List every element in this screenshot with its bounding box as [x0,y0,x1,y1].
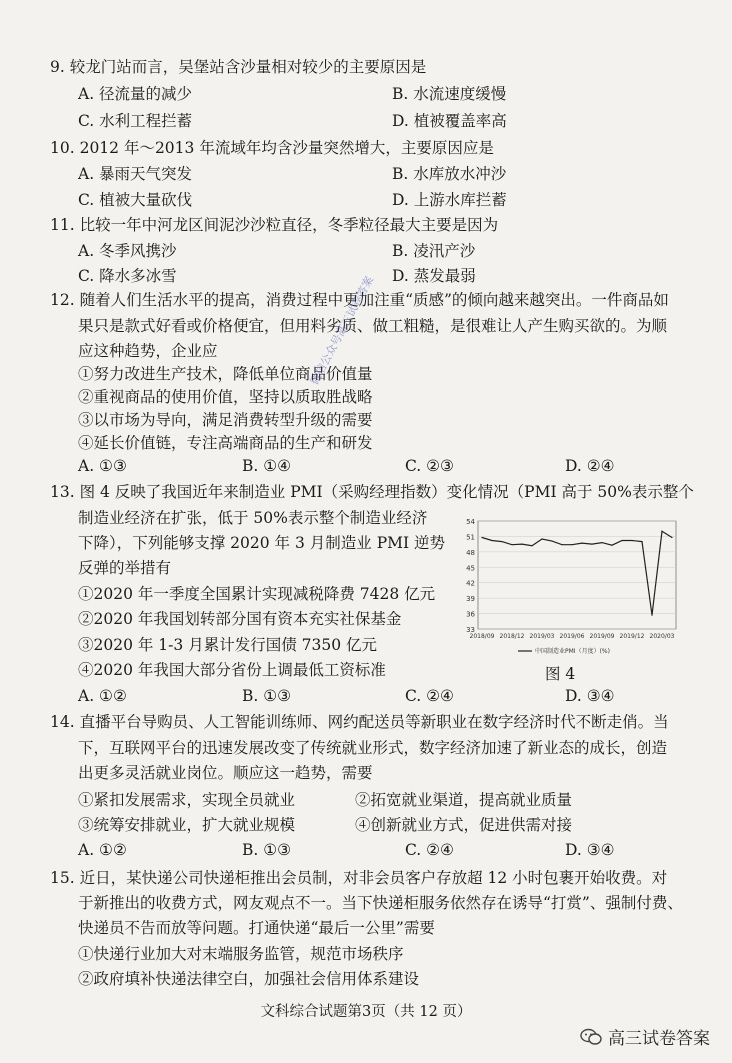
data-point [631,540,632,541]
q11-option-a: A. 冬季风携沙 [78,242,177,260]
q12-option-c: C. ②③ [405,457,454,475]
wechat-icon [580,1028,602,1046]
y-tick-label: 39 [466,595,475,604]
y-tick-label: 42 [466,579,475,588]
q10-option-b: B. 水库放水冲沙 [392,165,507,183]
q12-stem-line2: 果只是款式好看或价格便宜，但用料劣质、做工粗糙，是很难让人产生购买欲的。为顺 [78,317,668,335]
x-tick-label: 2018/09 [469,633,495,640]
q10-option-c: C. 植被大量砍伐 [78,191,193,209]
data-point [531,545,532,546]
q11-option-b: B. 凌汛产沙 [392,242,476,260]
q14-option-d: D. ③④ [565,841,615,859]
y-tick-label: 45 [466,564,475,573]
q12-item-1: ①努力改进生产技术，降低单位商品价值量 [78,365,373,383]
q13-item-1: ①2020 年一季度全国累计实现减税降费 7428 亿元 [78,585,436,603]
q13-stem-line3: 下降），下列能够支撑 2020 年 3 月制造业 PMI 逆势 [78,534,446,552]
y-tick-label: 33 [466,626,475,634]
data-point [661,531,662,532]
pmi-line-chart [458,515,683,657]
data-point [571,544,572,545]
q13-stem-line4: 反弹的举措有 [78,559,172,577]
q11-option-d: D. 蒸发最弱 [392,267,476,285]
q14-item-3: ③统筹安排就业，扩大就业规模 [78,816,296,834]
q9-option-d: D. 植被覆盖率高 [392,112,507,130]
q14-item-4: ④创新就业方式，促进供需对接 [355,816,573,834]
data-point [551,540,552,541]
q12-option-b: B. ①④ [242,457,292,475]
brand-badge[interactable] [580,1024,710,1049]
q12-item-2: ②重视商品的使用价值，坚持以质取胜战略 [78,388,373,406]
q13-stem-line2: 制造业经济在扩张，低于 50%表示整个制造业经济 [78,509,428,527]
q10-option-d: D. 上游水库拦蓄 [392,191,507,209]
q14-option-c: C. ②④ [405,841,454,859]
x-tick-label: 2019/09 [589,633,615,640]
data-point [481,537,482,538]
q15-item-1: ①快递行业加大对末端服务监管，规范市场秩序 [78,945,404,963]
q14-stem-line2: 下，互联网平台的迅速发展改变了传统就业形式，数字经济加速了新业态的成长，创造 [78,739,668,757]
q9-stem: 9. 较龙门站而言，吴堡站含沙量相对较少的主要原因是 [50,58,427,76]
q14-option-a: A. ①② [78,841,127,859]
x-tick-label: 2020/03 [649,633,675,640]
data-point [601,542,602,543]
x-tick-label: 2019/03 [529,633,555,640]
data-point [541,538,542,539]
q9-option-a: A. 径流量的减少 [78,85,193,103]
q12-stem-line1: 12. 随着人们生活水平的提高，消费过程中更加注重“质感”的倾向越来越突出。一件商品如 [50,291,669,309]
q15-stem-line2: 于新推出的收费方式，网友观点不一。当下快递柜服务依然存在诱导“打赏”、强制付费、 [78,894,683,912]
data-point [591,544,592,545]
q13-item-4: ④2020 年我国大部分省份上调最低工资标准 [78,661,386,679]
q10-stem: 10. 2012 年～2013 年流域年均含沙量突然增大，主要原因应是 [50,139,494,157]
q13-option-a: A. ①② [78,687,127,705]
q13-item-3: ③2020 年 1-3 月累计发行国债 7350 亿元 [78,636,377,654]
y-tick-label: 48 [466,548,475,557]
y-tick-label: 51 [466,533,475,542]
data-point [491,540,492,541]
q15-stem-line3: 快递员不告而放等问题。打通快递“最后一公里”需要 [78,919,435,937]
q14-stem-line1: 14. 直播平台导购员、人工智能训练师、网约配送员等新职业在数字经济时代不断走俏。当 [50,713,669,731]
q13-option-b: B. ①③ [242,687,292,705]
watermark: 微信公众号高三试卷答案 [307,274,377,388]
q11-option-c: C. 降水多冰雪 [78,267,177,285]
q15-item-2: ②政府填补快递法律空白，加强社会信用体系建设 [78,970,420,988]
q13-option-c: C. ②④ [405,687,454,705]
data-point [621,540,622,541]
data-point [561,544,562,545]
figure-label: 图 4 [545,665,576,683]
q12-option-a: A. ①③ [78,457,127,475]
data-point [511,544,512,545]
q12-item-3: ③以市场为导向，满足消费转型升级的需要 [78,411,373,429]
q9-option-c: C. 水利工程拦蓄 [78,112,193,130]
q15-stem-line1: 15. 近日，某快递公司快递柜推出会员制，对非会员客户存放超 12 小时包裹开始收费。对 [50,869,668,887]
y-tick-label: 36 [466,610,475,619]
q12-item-4: ④延长价值链，专注高端商品的生产和研发 [78,434,373,452]
y-tick-label: 54 [466,518,475,526]
q12-option-d: D. ②④ [565,457,615,475]
data-point [641,541,642,542]
legend-label: 中国制造业PMI（月度）(%) [535,648,610,655]
brand-label: 高三试卷答案 [608,1029,710,1049]
q13-option-d: D. ③④ [565,687,615,705]
q10-option-a: A. 暴雨天气突发 [78,165,193,183]
page-footer: 文科综合试题第3页（共 12 页） [260,1004,472,1020]
q11-stem: 11. 比较一年中河龙区间泥沙沙粒直径，冬季粒径最大主要是因为 [50,216,499,234]
data-point [651,615,652,616]
q13-item-2: ②2020 年我国划转部分国有资本充实社保基金 [78,610,402,628]
q9-option-b: B. 水流速度缓慢 [392,85,507,103]
q14-item-2: ②拓宽就业渠道，提高就业质量 [355,791,573,809]
x-tick-label: 2018/12 [499,633,525,640]
data-point [611,545,612,546]
pmi-series-line [482,531,672,615]
data-point [581,543,582,544]
q14-item-1: ①紧扣发展需求，实现全员就业 [78,791,296,809]
x-tick-label: 2019/12 [619,633,645,640]
x-tick-label: 2019/06 [559,633,585,640]
q14-option-b: B. ①③ [242,841,292,859]
data-point [671,537,672,538]
q14-stem-line3: 出更多灵活就业岗位。顺应这一趋势，需要 [78,764,373,782]
q13-stem-line1: 13. 图 4 反映了我国近年来制造业 PMI（采购经理指数）变化情况（PMI 高于 50%表示整个 [50,483,694,501]
data-point [501,541,502,542]
data-point [521,544,522,545]
q12-stem-line3: 应这种趋势，企业应 [78,342,218,360]
